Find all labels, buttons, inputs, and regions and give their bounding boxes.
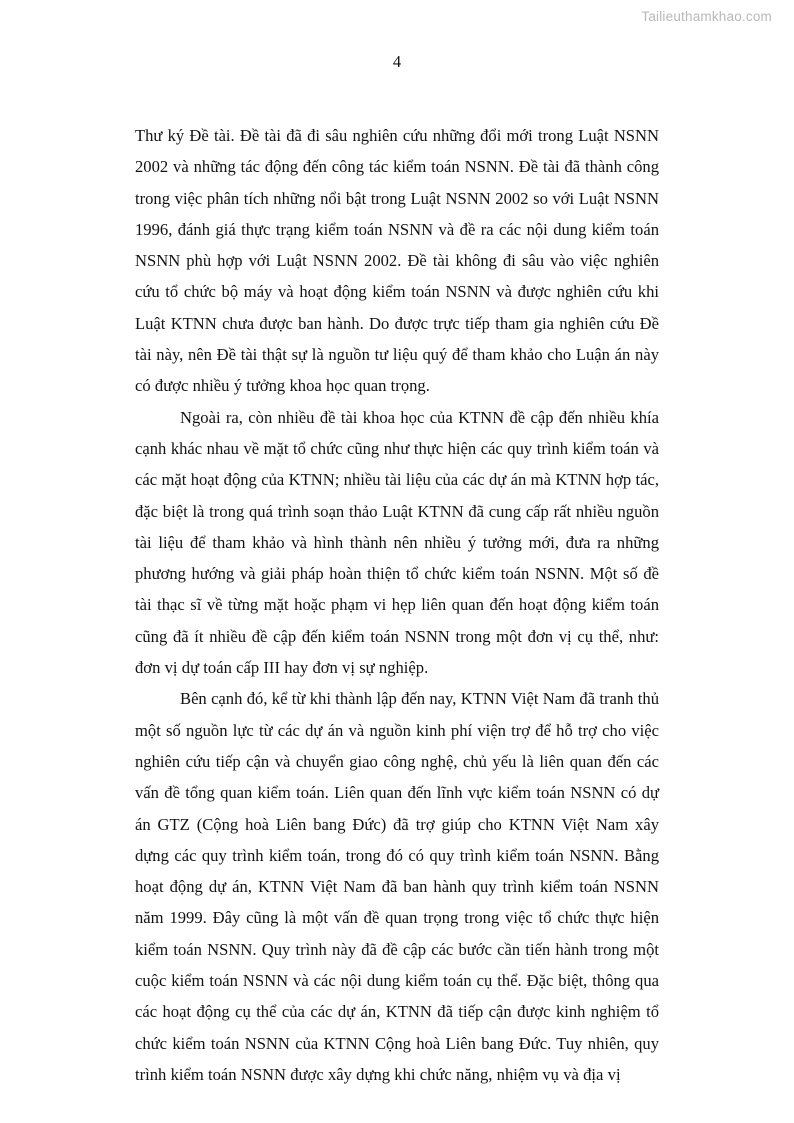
body-paragraph-1: Thư ký Đề tài. Đề tài đã đi sâu nghiên cứu những đổi mới trong Luật NSNN 2002 và những tác động đến công tác kiểm toán NSNN. Đề tài đã thành công trong việc phân tích những nổi bật trong Luật NSNN 2002 so với Luật NSNN 1996, đánh giá thực trạng kiểm toán NSNN và đề ra các nội dung kiểm toán NSNN phù hợp với Luật NSNN 2002. Đề tài không đi sâu vào việc nghiên cứu tổ chức bộ máy và hoạt động kiểm toán NSNN và được nghiên cứu khi Luật KTNN chưa được ban hành. Do được trực tiếp tham gia nghiên cứu Đề tài này, nên Đề tài thật sự là nguồn tư liệu quý để tham khảo cho Luận án này có được nhiều ý tưởng khoa học quan trọng.	[135, 126, 659, 396]
page-number: 4	[392, 52, 402, 71]
body-paragraph-3: Bên cạnh đó, kể từ khi thành lập đến nay, KTNN Việt Nam đã tranh thủ một số nguồn lực từ các dự án và nguồn kinh phí viện trợ để hỗ trợ cho việc nghiên cứu tiếp cận và chuyển giao công nghệ, chủ yếu là liên quan đến các vấn đề tổng quan kiểm toán. Liên quan đến lĩnh vực kiểm toán NSNN có dự án GTZ (Cộng hoà Liên bang Đức) đã trợ giúp cho KTNN Việt Nam xây dựng các quy trình kiểm toán, trong đó có quy trình kiểm toán NSNN. Bằng hoạt động dự án, KTNN Việt Nam đã ban hành quy trình kiểm toán NSNN năm 1999. Đây cũng là một vấn đề quan trọng trong việc tổ chức thực hiện kiểm toán NSNN. Quy trình này đã đề cập các bước cần tiến hành trong một cuộc kiểm toán NSNN và các nội dung kiểm toán cụ thể. Đặc biệt, thông qua các hoạt động cụ thể của các dự án, KTNN đã tiếp cận được kinh nghiệm tổ chức kiểm toán NSNN của KTNN Cộng hoà Liên bang Đức. Tuy nhiên, quy trình kiểm toán NSNN được xây dựng khi chức năng, nhiệm vụ và địa vị	[135, 689, 659, 1084]
site-watermark: Tailieuthamkhao.com	[641, 9, 772, 24]
page-body	[135, 120, 659, 1090]
body-paragraph-2: Ngoài ra, còn nhiều đề tài khoa học của KTNN đề cập đến nhiều khía cạnh khác nhau về mặt tổ chức cũng như thực hiện các quy trình kiểm toán và các mặt hoạt động của KTNN; nhiều tài liệu của các dự án mà KTNN hợp tác, đặc biệt là trong quá trình soạn thảo Luật KTNN đã cung cấp rất nhiều nguồn tài liệu để tham khảo và hình thành nên nhiều ý tưởng mới, đưa ra những phương hướng và giải pháp hoàn thiện tổ chức kiểm toán NSNN. Một số đề tài thạc sĩ về từng mặt hoặc phạm vi hẹp liên quan đến hoạt động kiểm toán cũng đã ít nhiều đề cập đến kiểm toán NSNN trong một đơn vị cụ thể, như: đơn vị dự toán cấp III hay đơn vị sự nghiệp.	[135, 407, 659, 678]
